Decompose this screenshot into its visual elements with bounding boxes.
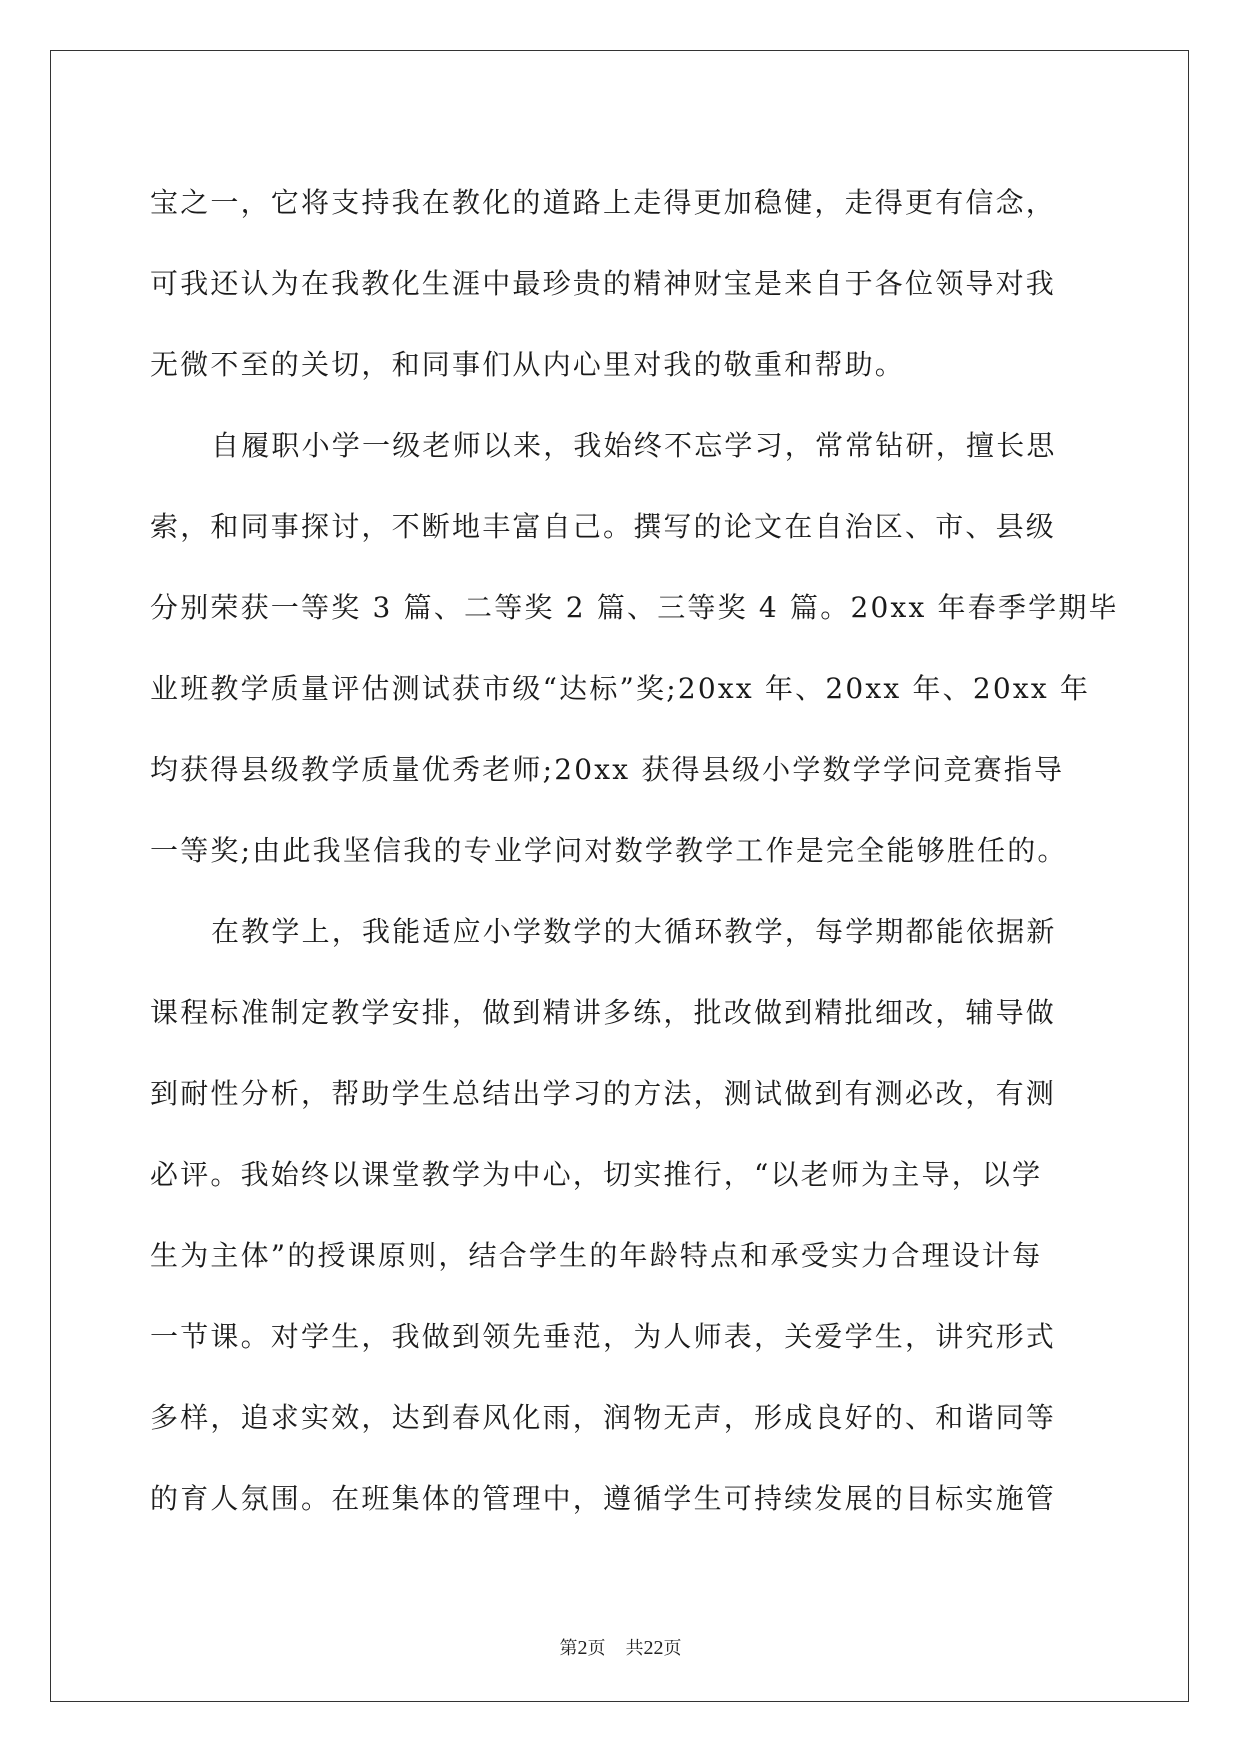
page-footer <box>0 1634 1241 1660</box>
page-prefix: 第 <box>559 1638 578 1659</box>
page-suffix: 页 <box>587 1638 606 1659</box>
text-line: 到耐性分析，帮助学生总结出学习的方法，测试做到有测必改，有测 <box>150 1077 1057 1110</box>
text-line: 多样，追求实效，达到春风化雨，润物无声，形成良好的、和谐同等 <box>150 1401 1057 1434</box>
total-suffix: 页 <box>663 1638 682 1659</box>
page-number: 2 <box>577 1637 588 1659</box>
text-line: 业班教学质量评估测试获市级“达标”奖;20xx 年、20xx 年、20xx 年 <box>150 672 1091 705</box>
text-line: 均获得县级教学质量优秀老师;20xx 获得县级小学数学学问竞赛指导 <box>150 753 1065 786</box>
text-line: 宝之一，它将支持我在教化的道路上走得更加稳健，走得更有信念， <box>150 186 1057 219</box>
text-line: 一等奖;由此我坚信我的专业学问对数学教学工作是完全能够胜任的。 <box>150 834 1068 867</box>
total-pages: 22 <box>643 1637 664 1659</box>
text-line: 一节课。对学生，我做到领先垂范，为人师表，关爱学生，讲究形式 <box>150 1320 1057 1353</box>
text-line: 在教学上，我能适应小学数学的大循环教学，每学期都能依据新 <box>211 915 1057 948</box>
document-body <box>150 162 1119 1539</box>
text-line: 自履职小学一级老师以来，我始终不忘学习，常常钻研，擅长思 <box>211 429 1057 462</box>
text-line: 必评。我始终以课堂教学为中心，切实推行，“以老师为主导，以学 <box>150 1158 1043 1191</box>
text-line: 无微不至的关切，和同事们从内心里对我的敬重和帮助。 <box>150 348 906 381</box>
text-line: 的育人氛围。在班集体的管理中，遵循学生可持续发展的目标实施管 <box>150 1482 1057 1515</box>
text-line: 可我还认为在我教化生涯中最珍贵的精神财宝是来自于各位领导对我 <box>150 267 1057 300</box>
text-line: 课程标准制定教学安排，做到精讲多练，批改做到精批细改，辅导做 <box>150 996 1057 1029</box>
total-prefix: 共 <box>625 1638 644 1659</box>
text-line: 生为主体”的授课原则，结合学生的年龄特点和承受实力合理设计每 <box>150 1239 1043 1272</box>
text-line: 分别荣获一等奖 3 篇、二等奖 2 篇、三等奖 4 篇。20xx 年春季学期毕 <box>150 591 1119 624</box>
text-line: 索，和同事探讨，不断地丰富自己。撰写的论文在自治区、市、县级 <box>150 510 1057 543</box>
